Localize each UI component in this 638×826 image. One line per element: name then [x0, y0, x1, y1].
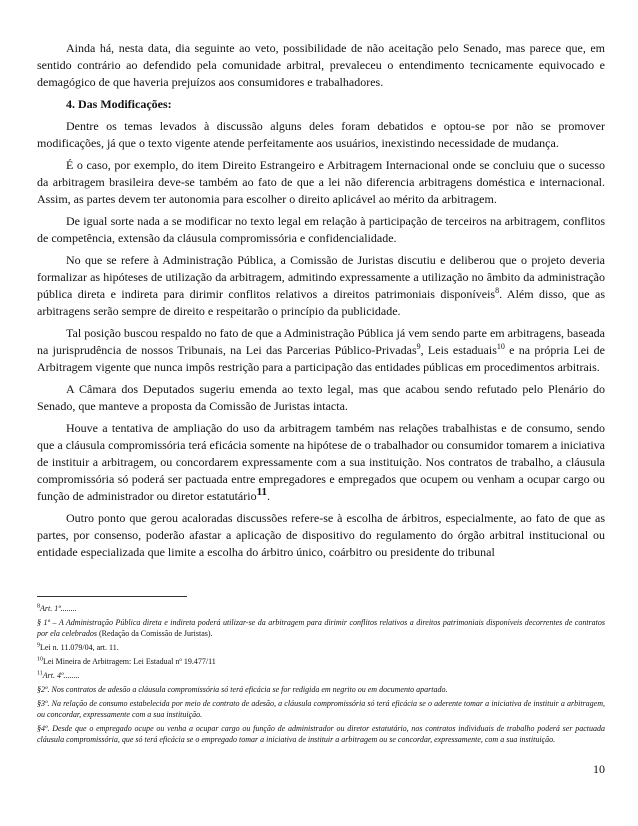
footnote-ref-9[interactable]: 9 [416, 342, 421, 351]
footnote-10: $^{10}$Lei Mineira de Arbitragem: Lei Estadual nº 19.477/11 [37, 656, 216, 666]
footnote-11-paragraph-3: §3º. Na relação de consumo estabelecida por meio de contrato de adesão, a cláusula compromissória só terá eficácia se o aderente tomar a iniciativa de instituir a arbitragem, ou concordar, expressamente com a sua instituição. [37, 699, 605, 719]
footnote-ref-8[interactable]: 8 [495, 286, 500, 295]
footnote-11: $^{11}$Art. 4º........ [37, 670, 80, 680]
paragraph-public-administration: No que se refere à Administração Pública, a Comissão de Juristas discutiu e deliberou que o projeto deveria formalizar as hipóteses de utilização da arbitragem, admitindo expressamente a utilização no âmbito da administração pública direta e indireta para dirimir conflitos relativos a direitos patrimoniais disponíveis$^8$. Além disso, que as arbitragens serão sempre de direito e respeitarão o princípio da publicidade. [37, 253, 605, 318]
paragraph-international: É o caso, por exemplo, do item Direito Estrangeiro e Arbitragem Internacional onde se concluiu que o sucesso da arbitragem brasileira deve-se também ao fato de que a lei não diferencia arbitragens doméstica e internacional. Assim, as partes devem ter autonomia para escolher o direito aplicável ao mérito da arbitragem. [37, 158, 605, 206]
paragraph-modifications: Dentre os temas levados à discussão alguns deles foram debatidos e optou-se por não se promover modificações, já que o texto vigente atende perfeitamente aos usuários, inexistindo necessidade de mudança. [37, 119, 605, 150]
footnote-8: $^8$Art. 1º........ [37, 603, 77, 613]
footnote-ref-11[interactable]: 11 [256, 486, 267, 498]
paragraph-veto: Ainda há, nesta data, dia seguinte ao veto, possibilidade de não aceitação pelo Senado, mas parece que, em sentido contrário ao defendido pela comunidade arbitral, prevaleceu o entendimento tecnicamente equivocado e demagógico de que haveria prejuízos aos consumidores e trabalhadores. [37, 41, 605, 89]
paragraph-position: Tal posição buscou respaldo no fato de que a Administração Pública já vem sendo parte em arbitragens, baseada na jurisprudência de nossos Tribunais, na Lei das Parcerias Público-Privadas$^9$, Leis estaduais$^{10}$ e na própria Lei de Arbitragem vigente que nunca impôs restrição para a participação das entidades públicas em procedimentos arbitrais. [37, 326, 605, 374]
page-number: 10 [593, 762, 605, 776]
footnote-separator [37, 596, 187, 597]
body-text [37, 40, 605, 566]
paragraph-labor-consumer: Houve a tentativa de ampliação do uso da arbitragem também nas relações trabalhistas e de consumo, sendo que a cláusula compromissória terá eficácia somente na hipótese de o trabalhador ou consumidor tomarem a iniciativa de instituir a arbitragem, ou concordarem expressamente com a sua instituição. Nos contratos de trabalho, a cláusula compromissória só poderá ser pactuada entre empregadores e empregados que ocupem ou venham a ocupar cargo ou função de administrador ou diretor estatutário$^{11}$. [37, 421, 605, 503]
footnote-ref-10[interactable]: 10 [496, 342, 505, 351]
paragraph-chamber: A Câmara dos Deputados sugeriu emenda ao texto legal, mas que acabou sendo refutado pelo Plenário do Senado, que manteve a proposta da Comissão de Juristas intacta. [37, 382, 605, 413]
paragraph-third-parties: De igual sorte nada a se modificar no texto legal em relação à participação de terceiros na arbitragem, conflitos de competência, extensão da cláusula compromissória e confidencialidade. [37, 214, 605, 245]
footnote-11-paragraph-2: §2º. Nos contratos de adesão a cláusula compromissória só terá eficácia se for redigida em negrito ou em documento apartado. [37, 685, 448, 694]
paragraph-arbitrators: Outro ponto que gerou acaloradas discussões refere-se à escolha de árbitros, especialmente, ao fato de que as partes, por consenso, poderão afastar a aplicação de dispositivo do regulamento do órgão arbitral institucional ou entidade especializada que limite a escolha do árbitro único, coárbitro ou presidente do tribunal [37, 511, 605, 559]
footnote-11-paragraph-4: §4º. Desde que o empregado ocupe ou venha a ocupar cargo ou função de administrador ou diretor estatutário, nos contratos individuais de trabalho poderá ser pactuada cláusula compromissória, que só terá eficácia se o empregado tomar a iniciativa de instituir a arbitragem ou se concordar, expressamente, com a sua instituição. [37, 724, 605, 744]
footnotes [37, 603, 605, 748]
section-heading: 4. Das Modificações: [66, 97, 172, 111]
footnote-8-paragraph: § 1º – A Administração Pública direta e indireta poderá utilizar-se da arbitragem para dirimir conflitos relativos a direitos patrimoniais disponíveis decorrentes de contratos por ela celebrados (Redação da Comissão de Juristas). [37, 618, 605, 638]
footnote-9: $^9$Lei n. 11.079/04, art. 11. [37, 642, 119, 652]
